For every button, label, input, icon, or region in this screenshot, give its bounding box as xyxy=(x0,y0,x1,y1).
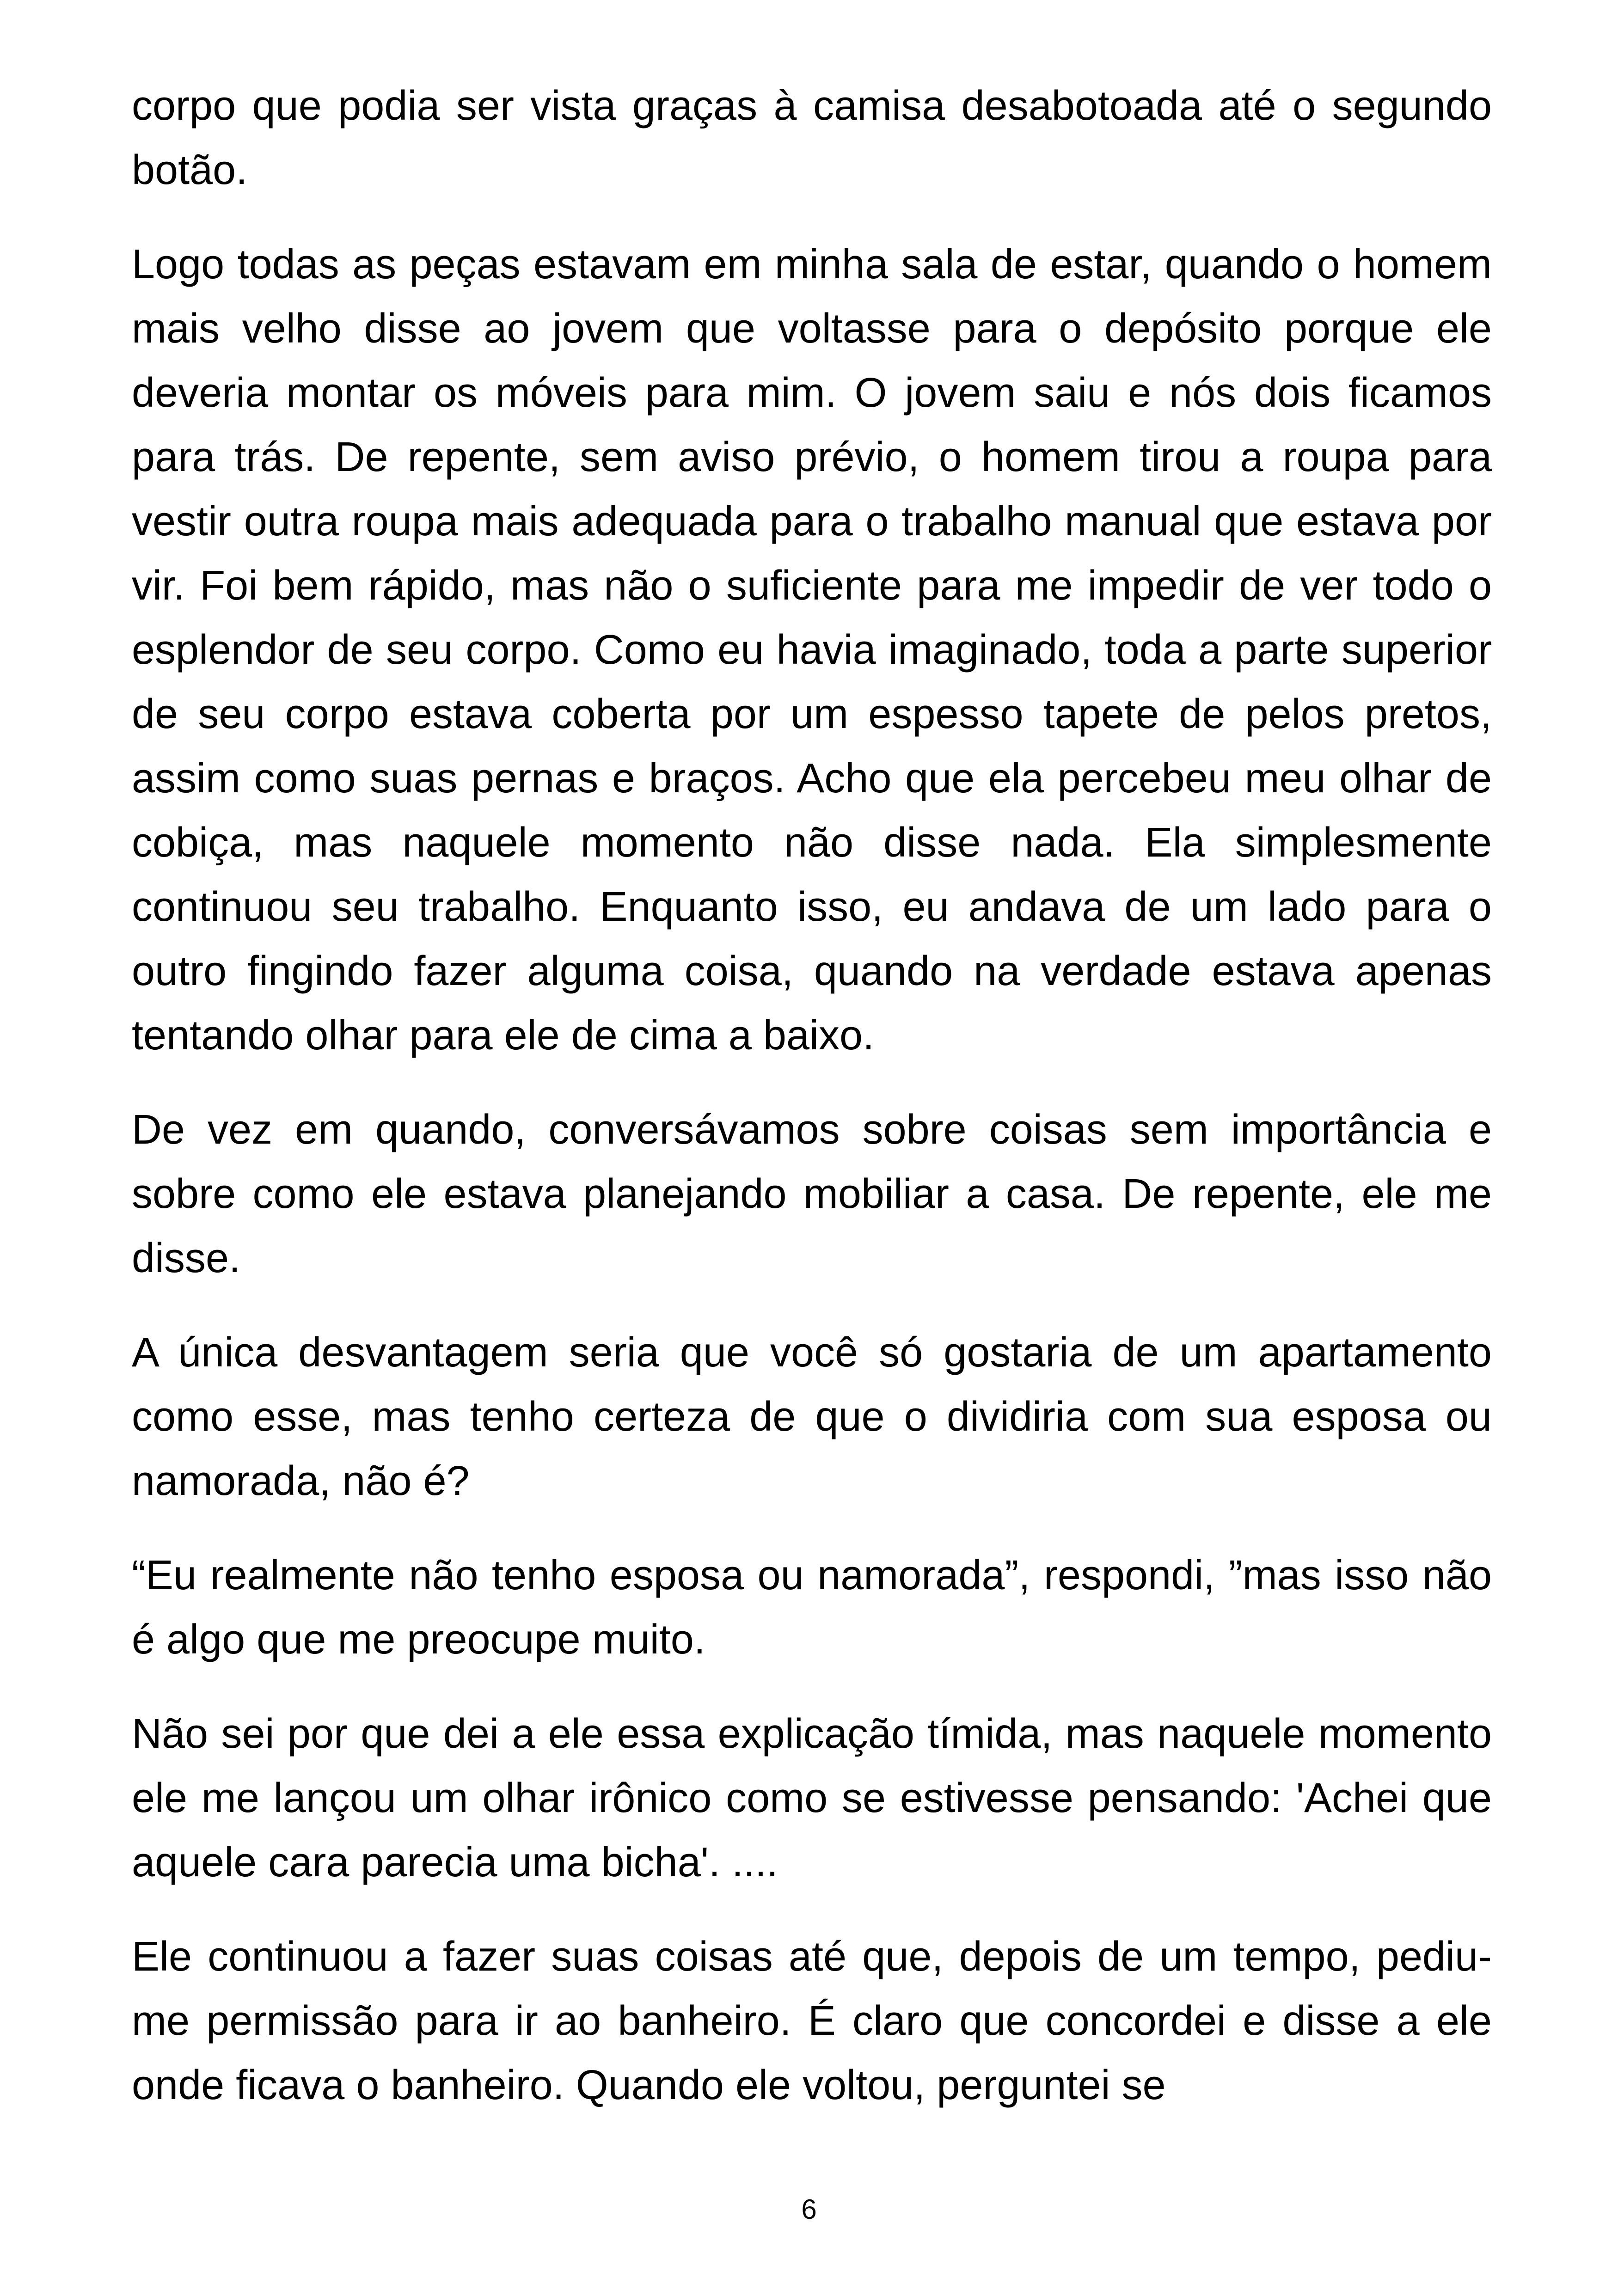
paragraph-5: “Eu realmente não tenho esposa ou namorada”, respondi, ”mas isso não é algo que me preocupe muito. xyxy=(132,1552,1492,1663)
paragraph-1: corpo que podia ser vista graças à camisa desabotoada até o segundo botão. xyxy=(132,83,1492,193)
body-text xyxy=(132,74,1492,2118)
page-number: 6 xyxy=(801,2194,817,2225)
paragraph-3: De vez em quando, conversávamos sobre coisas sem importância e sobre como ele estava planejando mobiliar a casa. De repente, ele me disse. xyxy=(132,1107,1492,1281)
paragraph-4: A única desvantagem seria que você só gostaria de um apartamento como esse, mas tenho certeza de que o dividiria com sua esposa ou namorada, não é? xyxy=(132,1329,1492,1504)
paragraph-2: Logo todas as peças estavam em minha sala de estar, quando o homem mais velho disse ao jovem que voltasse para o depósito porque ele deveria montar os móveis para mim. O jovem saiu e nós dois ficamos para trás. De repente, sem aviso prévio, o homem tirou a roupa para vestir outra roupa mais adequada para o trabalho manual que estava por vir. Foi bem rápido, mas não o suficiente para me impedir de ver todo o esplendor de seu corpo. Como eu havia imaginado, toda a parte superior de seu corpo estava coberta por um espesso tapete de pelos pretos, assim como suas pernas e braços. Acho que ela percebeu meu olhar de cobiça, mas naquele momento não disse nada. Ela simplesmente continuou seu trabalho. Enquanto isso, eu andava de um lado para o outro fingindo fazer alguma coisa, quando na verdade estava apenas tentando olhar para ele de cima a baixo. xyxy=(132,241,1492,1059)
paragraph-7: Ele continuou a fazer suas coisas até que, depois de um tempo, pediu-me permissão para ir ao banheiro. É claro que concordei e disse a ele onde ficava o banheiro. Quando ele voltou, perguntei se xyxy=(132,1934,1492,2108)
paragraph-6: Não sei por que dei a ele essa explicação tímida, mas naquele momento ele me lançou um olhar irônico como se estivesse pensando: 'Achei que aquele cara parecia uma bicha'. .... xyxy=(132,1711,1492,1886)
